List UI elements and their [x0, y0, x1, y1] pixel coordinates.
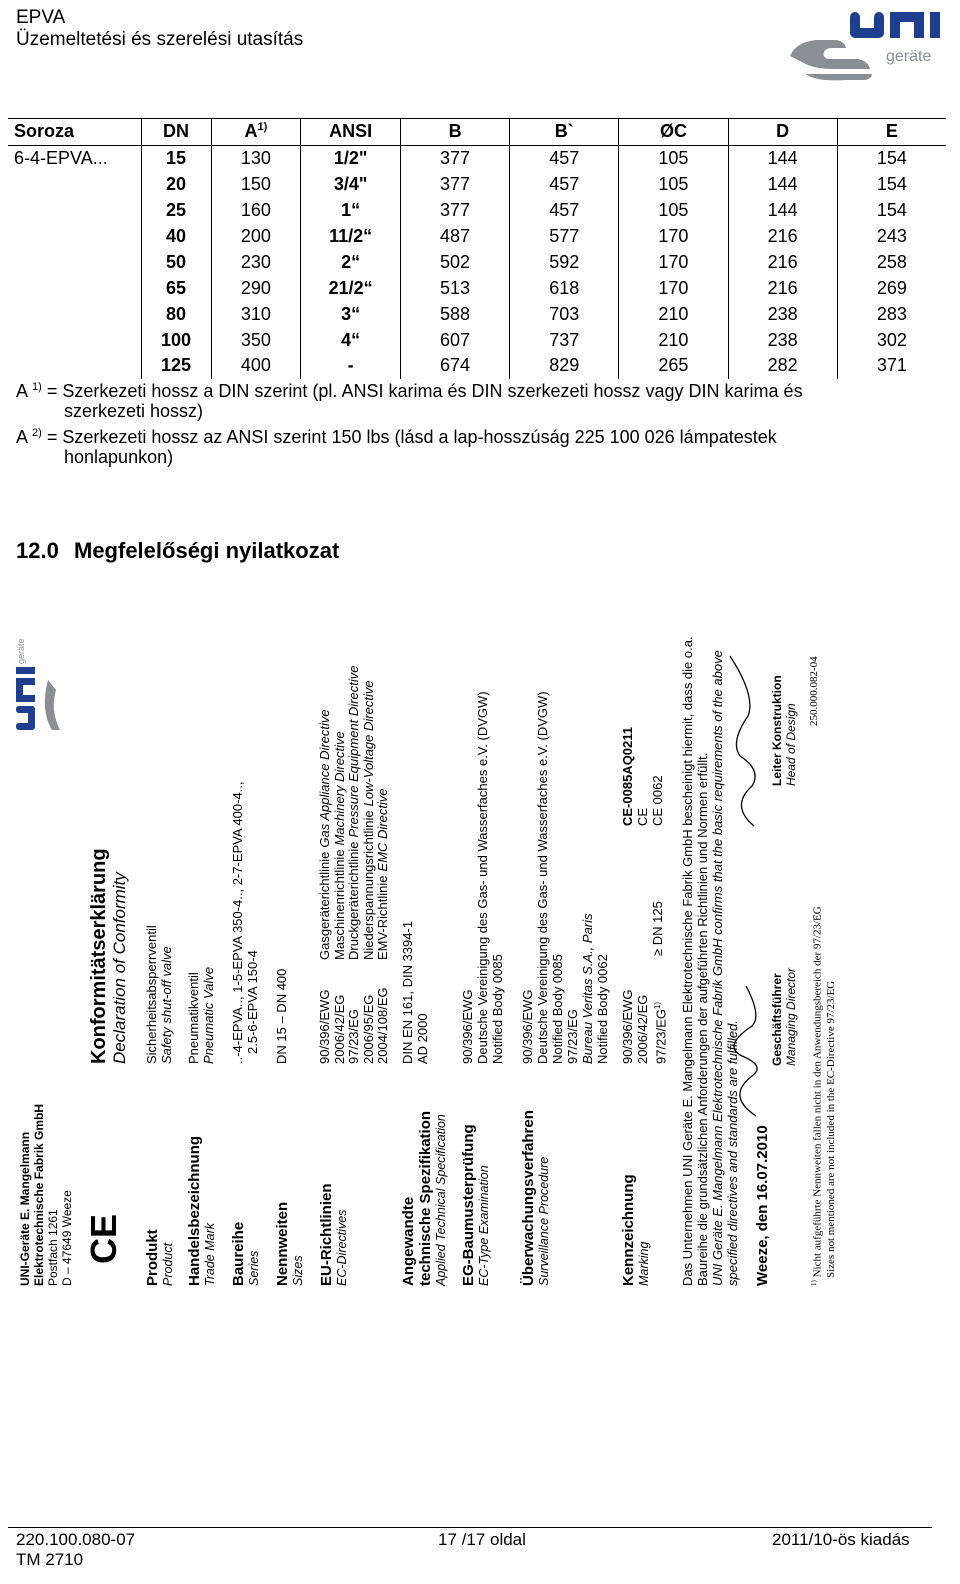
series-cell [8, 327, 141, 353]
uni-logo-graphic [786, 4, 956, 86]
directive-item: 97/23/EGDruckgeräterichtliniePressure Equipment Directive [346, 665, 361, 1064]
table-cell: 829 [510, 353, 619, 379]
table-cell: 11/2“ [301, 224, 401, 250]
table-header-row [8, 119, 946, 146]
table-cell: 216 [728, 275, 837, 301]
table-cell: 150 [211, 172, 301, 198]
table-cell: 592 [510, 249, 619, 275]
ce-mark: CE [83, 1213, 124, 1264]
decl-signatures: Weeze, den 16.07.2010 Geschäftsführer Managing Director Leiter Konstruktion Head of Design [740, 626, 808, 1286]
col-header: E [837, 119, 946, 146]
table-cell: 210 [619, 301, 728, 327]
table-cell: 21/2“ [301, 275, 401, 301]
table-row [8, 198, 946, 224]
table-cell: 105 [619, 145, 728, 171]
table-cell: 269 [876, 277, 907, 298]
table-cell: 737 [510, 327, 619, 353]
table-cell: 502 [400, 249, 509, 275]
decl-row-surveillance: Überwachungsverfahren Surveillance Procedure 90/396/EWG Deutsche Vereinigung des Gas- und Wasserfaches e.V. (DVGW) Notified Body 0085 97/23/EG Bureau Veritas S.A., Paris Notified Body 0062 [520, 691, 610, 1286]
declaration-of-conformity [8, 608, 946, 1294]
table-cell: 1“ [301, 198, 401, 224]
directive-item: 2006/95/EGNiederspannungsrichtlinieLow-Voltage Directive [360, 680, 376, 1064]
table-cell: 210 [619, 327, 728, 353]
directive-item: 2006/42/EGMaschinenrichtlinieMachinery Directive [331, 731, 347, 1064]
note-2: A $^{2)}$ = Szerkezeti hossz az ANSI szerint 150 lbs (lásd a lap-hosszúság 225 100 026 lámpatestek [16, 427, 777, 447]
table-cell: 258 [876, 251, 907, 272]
table-cell: 457 [510, 198, 619, 224]
footer-doc-number: 220.100.080-07 [16, 1530, 136, 1549]
decl-row-spec: Angewandte technische Spezifikation Applied Technical Specification DIN EN 161, DIN 3394-1 AD 2000 [400, 920, 448, 1286]
series-cell: 6-4-EPVA... [8, 145, 141, 171]
logo-subtext: geräte [886, 48, 932, 65]
decl-statement: Das Unternehmen UNI Geräte E. Mangelmann Elektrotechnische Fabrik GmbH bescheinigt hiermit, dass die o.a. Baureihe die grundsätzlichen Anforderungen der aufgeführten Richtlinien und Normen erfüllt. UNI Geräte E. Mangelmann Elektrotechnische Fabrik GmbH confirms that the basic requirements of the above specified directives and standards are fulfilled. [680, 636, 740, 1286]
decl-rows [144, 608, 848, 1286]
table-cell: 40 [141, 224, 211, 250]
table-row [8, 327, 946, 353]
table-cell: 65 [141, 275, 211, 301]
section-number: 12.0 [16, 538, 59, 563]
table-cell: 160 [211, 198, 301, 224]
table-cell: 674 [400, 353, 509, 379]
table-row [8, 301, 946, 327]
table-cell: 80 [141, 301, 211, 327]
table-cell: 154 [876, 174, 907, 195]
table-cell: 282 [728, 353, 837, 379]
series-cell [8, 172, 141, 198]
table-cell: 154 [876, 148, 907, 169]
uni-logo [786, 4, 956, 86]
series-cell [8, 249, 141, 275]
col-header-a: $A^{1)}$ [211, 119, 301, 146]
table-cell: 243 [876, 226, 907, 246]
series-cell [8, 198, 141, 224]
table-cell: 265 [619, 353, 728, 379]
footer-divider [8, 1527, 932, 1528]
series-cell [8, 275, 141, 301]
table-cell: 15 [141, 145, 211, 171]
table-cell: 25 [141, 198, 211, 224]
directive-item: 2004/108/EGEMV-RichtlinieEMC Directive [375, 788, 390, 1064]
col-header: D [728, 119, 837, 146]
decl-logo-sub: geräte [16, 638, 26, 664]
table-cell: - [301, 353, 401, 379]
table-cell: 238 [728, 327, 837, 353]
decl-company: UNI-Geräte E. Mangelmann Elektrotechnische Fabrik GmbH Postfach 1261 D – 47649 Weeze [18, 1103, 74, 1286]
table-cell: 290 [211, 275, 301, 301]
table-cell: 100 [141, 327, 211, 353]
table-cell: 283 [876, 303, 907, 324]
table-cell: 1/2" [301, 145, 401, 171]
table-cell: 170 [619, 224, 728, 250]
table-cell: 457 [510, 172, 619, 198]
table-cell: 588 [400, 301, 509, 327]
table-cell: 377 [400, 172, 509, 198]
dimension-table [8, 118, 946, 379]
note-2-cont: honlapunkon) [64, 447, 174, 467]
section-title: Megfelelőségi nyilatkozat [74, 538, 340, 563]
table-cell: 238 [728, 301, 837, 327]
table-cell: 144 [728, 172, 837, 198]
note-1-cont: szerkezeti hossz) [64, 401, 204, 421]
table-cell: 3/4" [301, 172, 401, 198]
table-cell: 310 [211, 301, 301, 327]
decl-logo [12, 624, 72, 734]
directive-list [318, 666, 391, 1064]
table-cell: 350 [211, 327, 301, 353]
decl-row-product: Produkt Product Sicherheitsabsperrventil Safety shut-off valve [144, 925, 175, 1286]
table-cell: 105 [619, 172, 728, 198]
decl-footnote: $^{1)}$ Nicht aufgeführte Nennweiten fallen nicht in den Anwendungsbereich der 97/23/EG Sizes not mentioned are not included in the EC-Directive 97/23/EG 250.000.082-04 [808, 656, 837, 1286]
header-subtitle: Üzemeltetési és szerelési utasítás [16, 29, 304, 50]
table-cell: 230 [211, 249, 301, 275]
col-header: B` [510, 119, 619, 146]
table-row [8, 249, 946, 275]
footer-tm: TM 2710 [16, 1550, 84, 1569]
table-cell: 20 [141, 172, 211, 198]
table-cell: 3“ [301, 301, 401, 327]
directive-item: 90/396/EWGGasgeräterichtlinieGas Appliance Directive [317, 709, 332, 1064]
col-header: ØC [619, 119, 728, 146]
table-row [8, 172, 946, 198]
table-cell: 170 [619, 275, 728, 301]
decl-row-type-exam: EG-Baumusterprüfung EC-Type Examination 90/396/EWG Deutsche Vereinigung des Gas- und Wasserfaches e.V. (DVGW) Notified Body 0085 [460, 691, 505, 1286]
table-cell: 144 [728, 198, 837, 224]
series-cell [8, 301, 141, 327]
col-header: Soroza [8, 119, 141, 146]
note-1: A $^{1)}$ = Szerkezeti hossz a DIN szerint (pl. ANSI karima és DIN szerkezeti hossz vagy DIN karima és [16, 381, 803, 401]
table-cell: 607 [400, 327, 509, 353]
table-row [8, 275, 946, 301]
table-cell: 487 [400, 224, 509, 250]
table-cell: 513 [400, 275, 509, 301]
col-header: DN [141, 119, 211, 146]
decl-row-series: Baureihe Series ..-4-EPVA.., 1-5-EPVA 350-4.., 2-7-EPVA 400-4.., 2.5-6-EPVA 150-4 [230, 781, 261, 1286]
decl-row-sizes: Nennweiten Sizes DN 15 – DN 400 [274, 968, 305, 1286]
col-header: ANSI [301, 119, 401, 146]
series-cell [8, 224, 141, 250]
decl-row-trademark: Handelsbezeichnung Trade Mark Pneumatikventil Pneumatic Valve [186, 966, 217, 1286]
signatures-graphic [726, 626, 766, 1126]
table-cell: 457 [510, 145, 619, 171]
table-cell: 302 [876, 329, 907, 350]
decl-title: Konformitätserklärung Declaration of Conformity [88, 848, 129, 1064]
decl-row-directives: EU-Richtlinien EC-Directives 90/396/EWGGasgeräterichtlinieGas Appliance Directive 2006/42/EGMaschinenrichtlinieMachinery Directive 97/23/EGDruckgeräterichtliniePressure Equipment Directive 2006/95/EGNiederspannungsrichtlinieLow-Voltage Directive 2004/108/EGEMV-RichtlinieEMC Directive [317, 665, 390, 1286]
table-cell: 2“ [301, 249, 401, 275]
table-cell: 618 [510, 275, 619, 301]
table-cell: 170 [619, 249, 728, 275]
table-cell: 377 [400, 145, 509, 171]
table-cell: 577 [510, 224, 619, 250]
table-cell: 144 [728, 145, 837, 171]
table-cell: 216 [728, 249, 837, 275]
table-cell: 125 [141, 353, 211, 379]
table-cell: 703 [510, 301, 619, 327]
table-cell: 216 [728, 224, 837, 250]
table-cell: 377 [400, 198, 509, 224]
col-header: B [400, 119, 509, 146]
footer-edition: 2011/10-ös kiadás [772, 1530, 910, 1549]
table-cell: 50 [141, 249, 211, 275]
footer-page: 17 /17 oldal [438, 1530, 526, 1549]
decl-row-marking: Kennzeichnung Marking 90/396/EWG 2006/42/EG $97/23/EG^{1)}$ ≥ DN 125 CE-0085AQ0211 CE CE 0062 [620, 726, 669, 1286]
table-cell: 4“ [301, 327, 401, 353]
table-cell: 105 [619, 198, 728, 224]
table-cell: 400 [211, 353, 301, 379]
table-cell: 130 [211, 145, 301, 171]
header-title: EPVA [16, 7, 66, 28]
table-cell: 200 [211, 224, 301, 250]
table-row [8, 224, 946, 250]
table-cell: 154 [876, 200, 907, 221]
table-row [8, 145, 946, 171]
table-cell: 371 [876, 355, 907, 376]
